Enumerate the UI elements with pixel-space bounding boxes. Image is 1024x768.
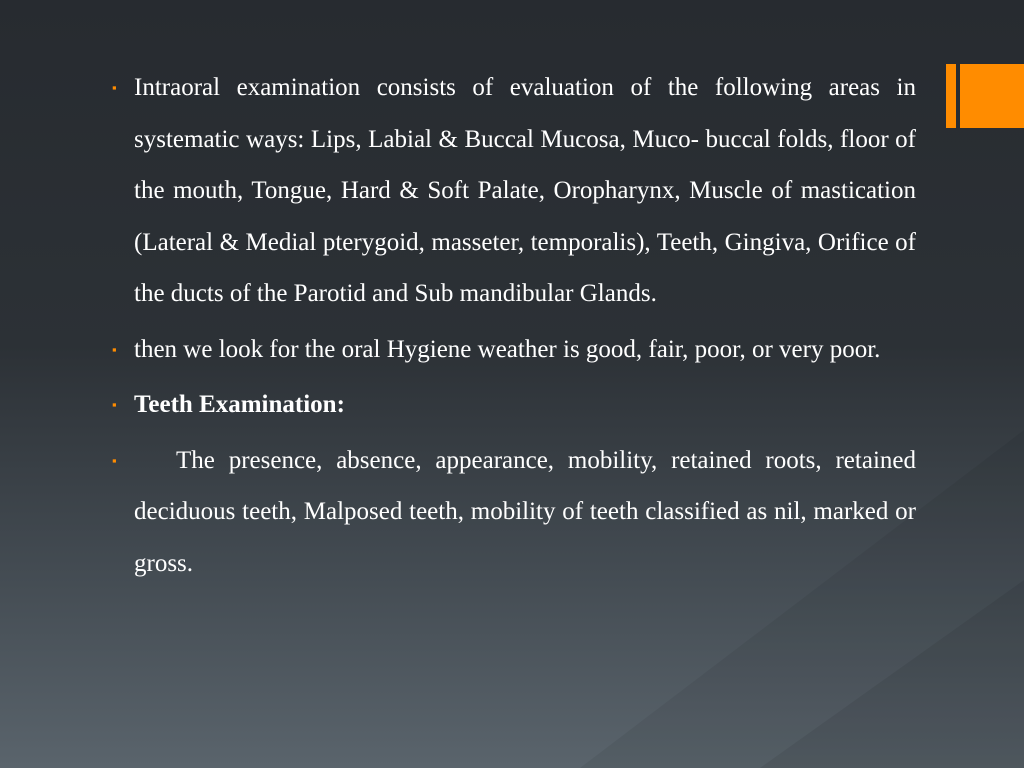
bullet-text: then we look for the oral Hygiene weather is good, fair, poor, or very poor. [134,335,881,363]
accent-bar-thick [960,64,1024,128]
bullet-item-teeth-heading [112,379,916,431]
accent-bar-thin [946,64,956,128]
accent-bars-decoration [946,64,1024,128]
bullet-item-teeth-details [112,435,916,590]
bullet-item-intraoral [112,62,916,320]
bullet-marker: ▪ [112,452,117,468]
bullet-item-oral-hygiene [112,324,916,376]
bullet-marker: ▪ [112,341,117,357]
teeth-examination-heading: Teeth Examination: [134,391,345,418]
bullet-text: Intraoral examination consists of evaluation of the following areas in systematic ways: Lips, Labial & Buccal Mucosa, Muco- buccal folds, floor of the mouth, Tongue, Hard & Soft Palate, Oropharynx, Muscle of mastication (Lateral & Medial pterygoid, masseter, temporalis), Teeth, Gingiva, Orifice of the ducts of the Parotid and Sub mandibular Glands. [134,74,916,307]
bullet-list [112,62,916,593]
bullet-marker: ▪ [112,397,117,412]
bullet-marker: ▪ [112,80,117,95]
bullet-text: The presence, absence, appearance, mobility, retained roots, retained deciduous teeth, Malposed teeth, mobility of teeth classified as nil, marked or gross. [134,446,916,577]
